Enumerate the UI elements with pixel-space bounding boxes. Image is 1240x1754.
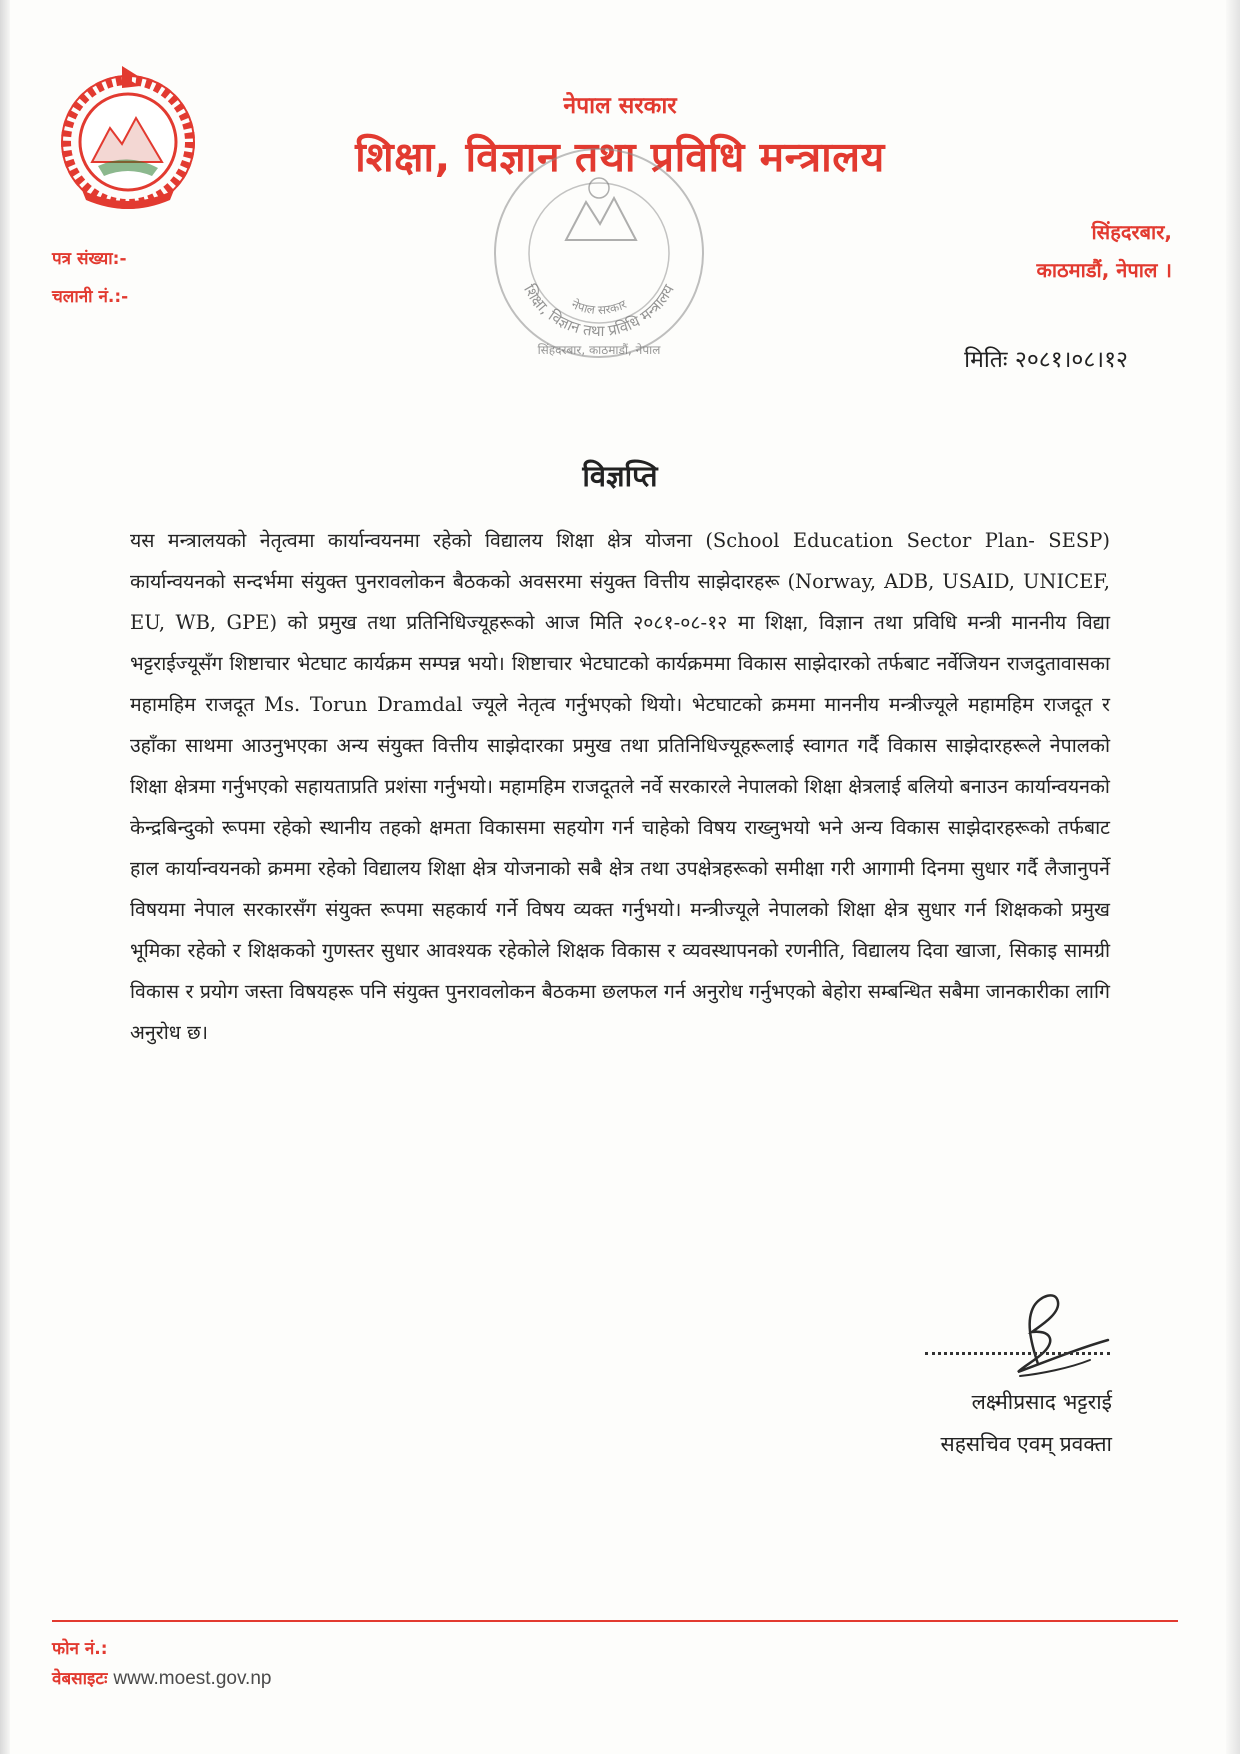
notice-body: यस मन्त्रालयको नेतृत्वमा कार्यान्वयनमा रहेको विद्यालय शिक्षा क्षेत्र योजना (School Education Sector Plan- SESP) कार्यान्वयनको सन्दर्भमा संयुक्त पुनरावलोकन बैठकको अवसरमा संयुक्त वित्तीय साझेदारहरू (Norway, ADB, USAID, UNICEF, EU, WB, GPE) को प्रमुख तथा प्रतिनिधिज्यूहरूको आज मिति २०८१-०८-१२ मा शिक्षा, विज्ञान तथा प्रविधि मन्त्री माननीय विद्या भट्टराईज्यूसँग शिष्टाचार भेटघाट कार्यक्रम सम्पन्न भयो। शिष्टाचार भेटघाटको कार्यक्रममा विकास साझेदारको तर्फबाट नर्वेजियन राजदुतावासका महामहिम राजदूत Ms. Torun Dramdal ज्यूले नेतृत्व गर्नुभएको थियो। भेटघाटको क्रममा माननीय मन्त्रीज्यूले महामहिम राजदूत र उहाँका साथमा आउनुभएका अन्य संयुक्त वित्तीय साझेदारका प्रमुख तथा प्रतिनिधिज्यूहरूलाई स्वागत गर्दै विकास साझेदारहरूले नेपालको शिक्षा क्षेत्रमा गर्नुभएको सहायताप्रति प्रशंसा गर्नुभयो। महामहिम राजदूतले नर्वे सरकारले नेपालको शिक्षा क्षेत्रलाई बलियो बनाउन कार्यान्वयनको केन्द्रबिन्दुको रूपमा रहेको स्थानीय तहको क्षमता विकासमा सहयोग गर्न चाहेको विषय राख्नुभयो भने अन्य विकास साझेदारहरूको तर्फबाट हाल कार्यान्वयनको क्रममा रहेको विद्यालय शिक्षा क्षेत्र योजनाको सबै क्षेत्र तथा उपक्षेत्रहरूको समीक्षा गरी आगामी दिनमा सुधार गर्दै लैजानुपर्ने विषयमा नेपाल सरकारसँग संयुक्त रूपमा सहकार्य गर्ने विषय व्यक्त गर्नुभयो। मन्त्रीज्यूले नेपालको शिक्षा क्षेत्र सुधार गर्न शिक्षकको प्रमुख भूमिका रहेको र शिक्षकको गुणस्तर सुधार आवश्यक रहेकोले शिक्षक विकास र व्यवस्थापनको रणनीति, विद्यालय दिवा खाजा, सिकाइ सामग्री विकास र प्रयोग जस्ता विषयहरू पनि संयुक्त पुनरावलोकन बैठकमा छलफल गर्न अनुरोध गर्नुभएको बेहोरा सम्बन्धित सबैमा जानकारीका लागि अनुरोध छ। (130, 529, 1110, 1044)
svg-text:नेपाल सरकार (569, 297, 629, 317)
footer-divider (52, 1620, 1178, 1622)
notice-title: विज्ञप्ति (582, 459, 658, 493)
footer-website (52, 1666, 271, 1690)
website-label: वेबसाइटः (52, 1669, 108, 1689)
ministry-seal-icon (486, 140, 712, 366)
seal-line-3: सिंहदरबार, काठमाडौं, नेपाल (537, 343, 661, 357)
letter-date: मितिः २०८१।०८।१२ (964, 347, 1128, 373)
signature-line (925, 1352, 1110, 1355)
government-heading: नेपाल सरकार (563, 93, 677, 119)
website-link[interactable]: www.moest.gov.np (113, 1668, 272, 1689)
scan-edge-left (0, 0, 10, 1754)
ministry-heading: शिक्षा, विज्ञान तथा प्रविधि मन्त्रालय (355, 133, 885, 181)
signatory-name: लक्ष्मीप्रसाद भट्टराई (971, 1390, 1112, 1414)
signatory-designation: सहसचिव एवम् प्रवक्ता (940, 1432, 1112, 1456)
address-line-2: काठमाडौं, नेपाल । (1036, 258, 1172, 282)
scan-edge-right (1226, 0, 1240, 1754)
footer-phone (52, 1636, 108, 1659)
phone-label: फोन नं.: (52, 1639, 108, 1659)
dispatch-number-label: चलानी नं.:- (52, 287, 129, 307)
signature-icon (960, 1280, 1120, 1390)
seal-line-1: नेपाल सरकार (569, 297, 629, 318)
seal-line-2: शिक्षा, विज्ञान तथा प्रविधि मन्त्रालय (520, 281, 678, 341)
address-line-1: सिंहदरबार, (1091, 220, 1172, 244)
letter-number-label: पत्र संख्या:- (52, 249, 127, 269)
